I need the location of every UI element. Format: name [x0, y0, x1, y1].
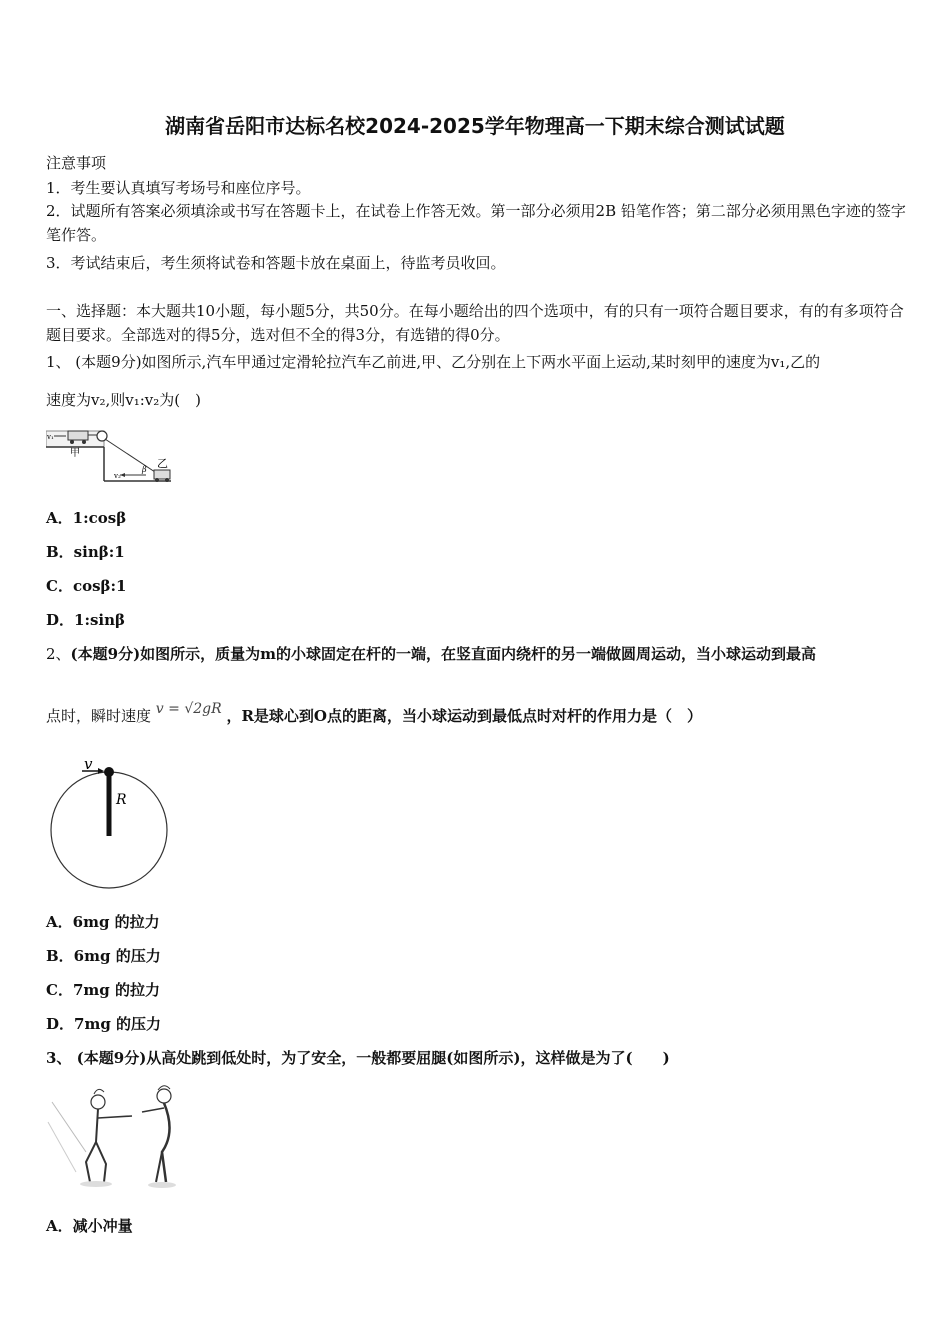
q1-option-a: A．1:cosβ — [46, 509, 127, 527]
q1-fig-beta-label: β — [142, 465, 147, 474]
q2-stem-line2 — [46, 701, 702, 726]
q2-option-b: B．6mg 的压力 — [46, 947, 161, 965]
q1-stem-line1: 1、 (本题9分)如图所示,汽车甲通过定滑轮拉汽车乙前进,甲、乙分别在上下两水平面上运动,某时刻甲的速度为v₁,乙的 — [46, 353, 821, 371]
notice-item-1: 1．考生要认真填写考场号和座位序号。 — [46, 179, 311, 197]
section-intro: 一、选择题：本大题共10小题，每小题5分，共50分。在每小题给出的四个选项中，有的只有一项符合题目要求，有的有多项符合题目要求。全部选对的得5分，选对但不全的得3分，有选错的得0分。 — [46, 302, 904, 344]
notice-heading: 注意事项 — [46, 154, 107, 172]
q2-fig-r-label: R — [116, 792, 127, 808]
q2-stem-line1 — [46, 643, 816, 664]
q1-fig-v1-label: v₁ — [47, 433, 54, 441]
q1-option-b: B．sinβ:1 — [46, 543, 125, 561]
q2-option-c: C．7mg 的拉力 — [46, 981, 160, 999]
q1-option-d: D．1:sinβ — [46, 611, 125, 629]
q2-option-d: D．7mg 的压力 — [46, 1015, 162, 1033]
q2-option-a: A．6mg 的拉力 — [46, 913, 160, 931]
q1-fig-car2-label: 乙 — [157, 457, 168, 470]
q2-velocity-formula: v = √2gR — [155, 701, 222, 717]
page-title: 湖南省岳阳市达标名校2024-2025学年物理高一下期末综合测试试题 — [165, 114, 785, 138]
q3-jumping-figure — [46, 1082, 186, 1197]
q3-option-a: A．减小冲量 — [46, 1217, 133, 1235]
q2-fig-v-label: v — [84, 758, 93, 773]
q1-stem-line2: 速度为v₂,则v₁:v₂为( ) — [46, 391, 201, 409]
notice-item-3: 3．考试结束后，考生须将试卷和答题卡放在桌面上，待监考员收回。 — [46, 254, 506, 272]
q3-stem-line1: 3、 (本题9分)从高处跳到低处时，为了安全，一般都要屈腿(如图所示)，这样做是为了( ) — [46, 1049, 670, 1067]
q2-number: 2、 — [46, 645, 71, 663]
q1-fig-v2-label: v₂ — [114, 472, 121, 480]
q2-stem-suffix: ，R是球心到O点的距离，当小球运动到最低点时对杆的作用力是（ ） — [226, 707, 702, 725]
q2-circle-figure — [46, 758, 174, 892]
q1-pulley-figure — [46, 425, 174, 487]
q2-stem-body: (本题9分)如图所示，质量为m的小球固定在杆的一端，在竖直面内绕杆的另一端做圆周运动，当小球运动到最高 — [70, 645, 817, 663]
q1-option-c: C．cosβ:1 — [46, 577, 127, 595]
q1-fig-car1-label: 甲 — [70, 448, 80, 459]
q2-stem-prefix: 点时，瞬时速度 — [46, 707, 152, 725]
notice-item-2: 2．试题所有答案必须填涂或书写在答题卡上，在试卷上作答无效。第一部分必须用2B 铅笔作答；第二部分必须用黑色字迹的签字笔作答。 — [46, 202, 906, 244]
